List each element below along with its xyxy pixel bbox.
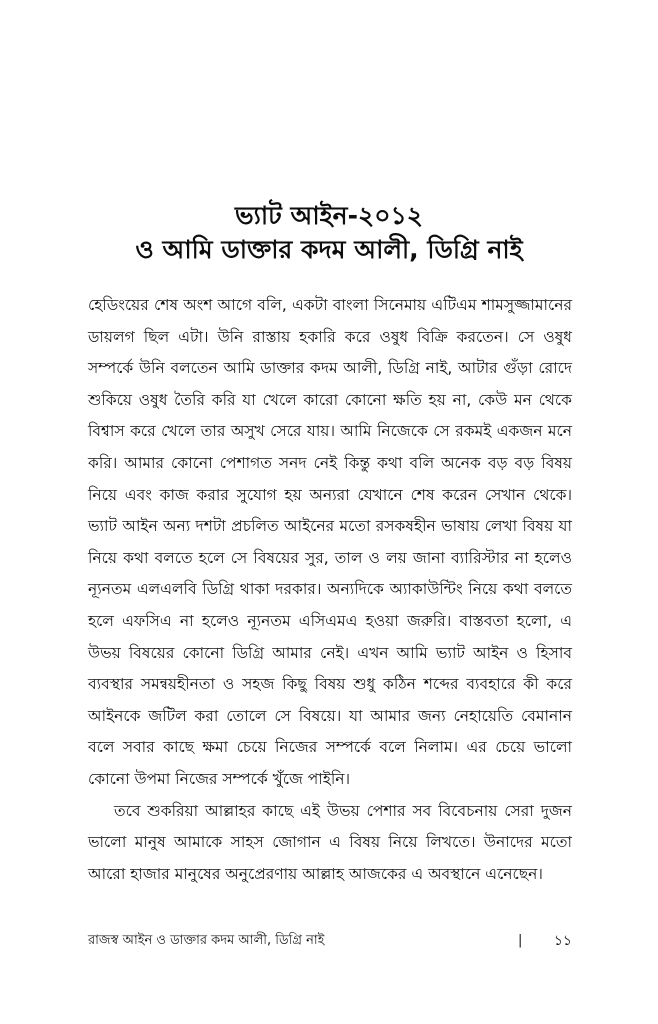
chapter-title-line-1: ভ্যাট আইন-২০১২: [235, 201, 423, 230]
page-number: ১১: [553, 933, 572, 949]
running-title: রাজস্ব আইন ও ডাক্তার কদম আলী, ডিগ্রি নাই: [88, 933, 325, 948]
body-paragraph-2: তবে শুকরিয়া আল্লাহর কাছে এই উভয় পেশার সব বিবেচনায় সেরা দুজন ভালো মানুষ আমাকে সাহস জোগান এ বিষয় নিয়ে লিখতে। উনাদের মতো আরো হাজার মানুষের অনুপ্রেরণায় আল্লাহ আজকের এ অবস্থানে এনেছেন।: [88, 801, 572, 883]
body-paragraph-1: হেডিংয়ের শেষ অংশ আগে বলি, একটা বাংলা সিনেমায় এটিএম শামসুজ্জামানের ডায়লগ ছিল এটা। উনি রাস্তায় হকারি করে ওষুধ বিক্রি করতেন। সে ওষুধ সম্পর্কে উনি বলতেন আমি ডাক্তার কদম আলী, ডিগ্রি নাই, আটার গুঁড়া রোদে শুকিয়ে ওষুধ তৈরি করি যা খেলে কারো কোনো ক্ষতি হয় না, কেউ মন থেকে বিশ্বাস করে খেলে তার অসুখ সেরে যায়। আমি নিজেকে সে রকমই একজন মনে করি। আমার কোনো পেশাগত সনদ নেই কিন্তু কথা বলি অনেক বড় বড় বিষয় নিয়ে এবং কাজ করার সুযোগ হয় অন্যরা যেখানে শেষ করেন সেখান থেকে। ভ্যাট আইন অন্য দশটা প্রচলিত আইনের মতো রসকষহীন ভাষায় লেখা বিষয় যা নিয়ে কথা বলতে হলে সে বিষয়ের সুর, তাল ও লয় জানা ব্যারিস্টার না হলেও ন্যূনতম এলএলবি ডিগ্রি থাকা দরকার। অন্যদিকে অ্যাকাউন্টিং নিয়ে কথা বলতে হলে এফসিএ না হলেও ন্যূনতম এসিএমএ হওয়া জরুরি। বাস্তবতা হলো, এ উভয় বিষয়ের কোনো ডিগ্রি আমার নেই। এখন আমি ভ্যাট আইন ও হিসাব ব্যবস্থার সমন্বয়হীনতা ও সহজ কিছু বিষয় শুধু কঠিন শব্দের ব্যবহারে কী করে আইনকে জটিল করা তোলে সে বিষয়ে। যা আমার জন্য নেহায়েতি বেমানান বলে সবার কাছে ক্ষমা চেয়ে নিজের সম্পর্কে বলে নিলাম। এর চেয়ে ভালো কোনো উপমা নিজের সম্পর্কে খুঁজে পাইনি।: [88, 296, 572, 788]
page-footer: [88, 930, 572, 952]
footer-separator: |: [518, 933, 523, 948]
chapter-title-line-2: ও আমি ডাক্তার কদম আলী, ডিগ্রি নাই: [135, 235, 523, 264]
chapter-body: [88, 290, 572, 890]
